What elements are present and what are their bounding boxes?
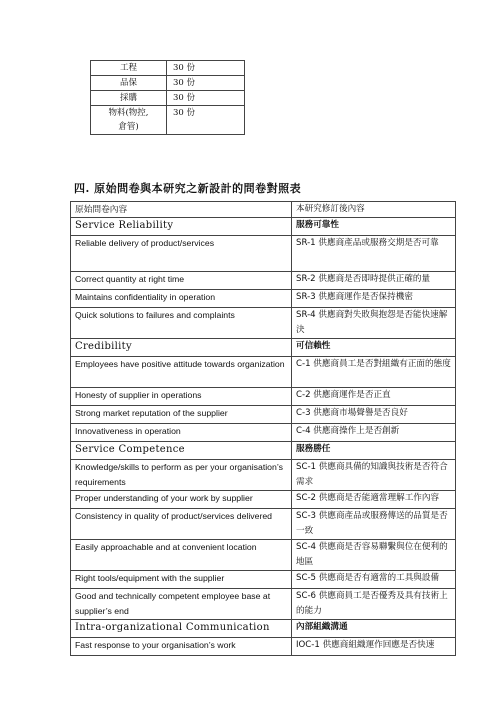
table-row (71, 290, 456, 308)
table-header-row (71, 202, 456, 218)
table-row (71, 357, 456, 388)
comparison-table (70, 201, 456, 656)
table-row (91, 106, 245, 135)
revised-item: C-4 供應商操作上是否創新 (292, 424, 456, 442)
original-item: Good and technically competent employee base at supplier’s end (71, 589, 292, 620)
category-original: Credibility (71, 339, 292, 357)
revised-item: SC-3 供應商產品或服務傳送的品質是否一致 (292, 509, 456, 540)
revised-item: SC-4 供應商是否容易聯繫與位在便利的地區 (292, 540, 456, 571)
table-row (71, 540, 456, 571)
original-item: Quick solutions to failures and complaints (71, 308, 292, 339)
dept-line-1: 物料(物控, (108, 108, 149, 118)
revised-item: SR-3 供應商運作是否保持機密 (292, 290, 456, 308)
revised-item: C-3 供應商市場聲譽是否良好 (292, 406, 456, 424)
original-item: Knowledge/skills to perform as per your organisation’s requirements (71, 460, 292, 491)
table-row (71, 491, 456, 509)
original-item: Correct quantity at right time (71, 272, 292, 290)
table-row (71, 236, 456, 272)
dept-cell (91, 106, 167, 135)
section-heading: 四. 原始問卷與本研究之新設計的問卷對照表 (74, 182, 302, 195)
category-row (71, 339, 456, 357)
category-row (71, 218, 456, 236)
revised-item: IOC-1 供應商組織運作回應是否快速 (292, 638, 456, 656)
dept-cell: 工程 (91, 61, 167, 76)
revised-item: C-1 供應商員工是否對組織有正面的態度 (292, 357, 456, 388)
category-original: Intra-organizational Communication (71, 620, 292, 638)
table-row (71, 272, 456, 290)
category-revised: 服務可靠性 (292, 218, 456, 236)
original-item: Strong market reputation of the supplier (71, 406, 292, 424)
table-row (71, 589, 456, 620)
revised-item: SR-2 供應商是否即時提供正確的量 (292, 272, 456, 290)
category-revised: 可信賴性 (292, 339, 456, 357)
original-item: Proper understanding of your work by supplier (71, 491, 292, 509)
count-cell: 30 份 (167, 61, 245, 76)
original-item: Easily approachable and at convenient location (71, 540, 292, 571)
revised-item: SC-5 供應商是否有適當的工具與設備 (292, 571, 456, 589)
original-item: Honesty of supplier in operations (71, 388, 292, 406)
count-cell: 30 份 (167, 106, 245, 135)
table-row (71, 424, 456, 442)
revised-item: SC-2 供應商是否能適當理解工作內容 (292, 491, 456, 509)
category-revised: 內部組織溝通 (292, 620, 456, 638)
original-item: Maintains confidentiality in operation (71, 290, 292, 308)
header-revised: 本研究修訂後內容 (292, 202, 456, 218)
category-original: Service Reliability (71, 218, 292, 236)
table-row (71, 460, 456, 491)
count-cell: 30 份 (167, 91, 245, 106)
revised-item: SC-6 供應商員工是否優秀及具有技術上的能力 (292, 589, 456, 620)
table-row (71, 638, 456, 656)
department-count-table (90, 60, 245, 135)
table-row (91, 91, 245, 106)
header-original: 原始問卷內容 (71, 202, 292, 218)
revised-item: SR-1 供應商產品或服務交期是否可靠 (292, 236, 456, 272)
revised-item: SR-4 供應商對失敗與抱怨是否能快速解決 (292, 308, 456, 339)
category-revised: 服務勝任 (292, 442, 456, 460)
original-item: Innovativeness in operation (71, 424, 292, 442)
table-row (91, 76, 245, 91)
original-item: Fast response to your organisation’s work (71, 638, 292, 656)
category-row (71, 620, 456, 638)
count-cell: 30 份 (167, 76, 245, 91)
category-row (71, 442, 456, 460)
dept-cell: 採購 (91, 91, 167, 106)
revised-item: SC-1 供應商具備的知識與技術是否符合需求 (292, 460, 456, 491)
original-item: Reliable delivery of product/services (71, 236, 292, 272)
original-item: Employees have positive attitude towards organization (71, 357, 292, 388)
dept-line-2: 倉管) (118, 122, 139, 132)
table-row (71, 406, 456, 424)
category-original: Service Competence (71, 442, 292, 460)
dept-cell: 品保 (91, 76, 167, 91)
original-item: Consistency in quality of product/services delivered (71, 509, 292, 540)
table-row (71, 509, 456, 540)
table-row (91, 61, 245, 76)
table-row (71, 308, 456, 339)
table-row (71, 571, 456, 589)
original-item: Right tools/equipment with the supplier (71, 571, 292, 589)
table-row (71, 388, 456, 406)
revised-item: C-2 供應商運作是否正直 (292, 388, 456, 406)
